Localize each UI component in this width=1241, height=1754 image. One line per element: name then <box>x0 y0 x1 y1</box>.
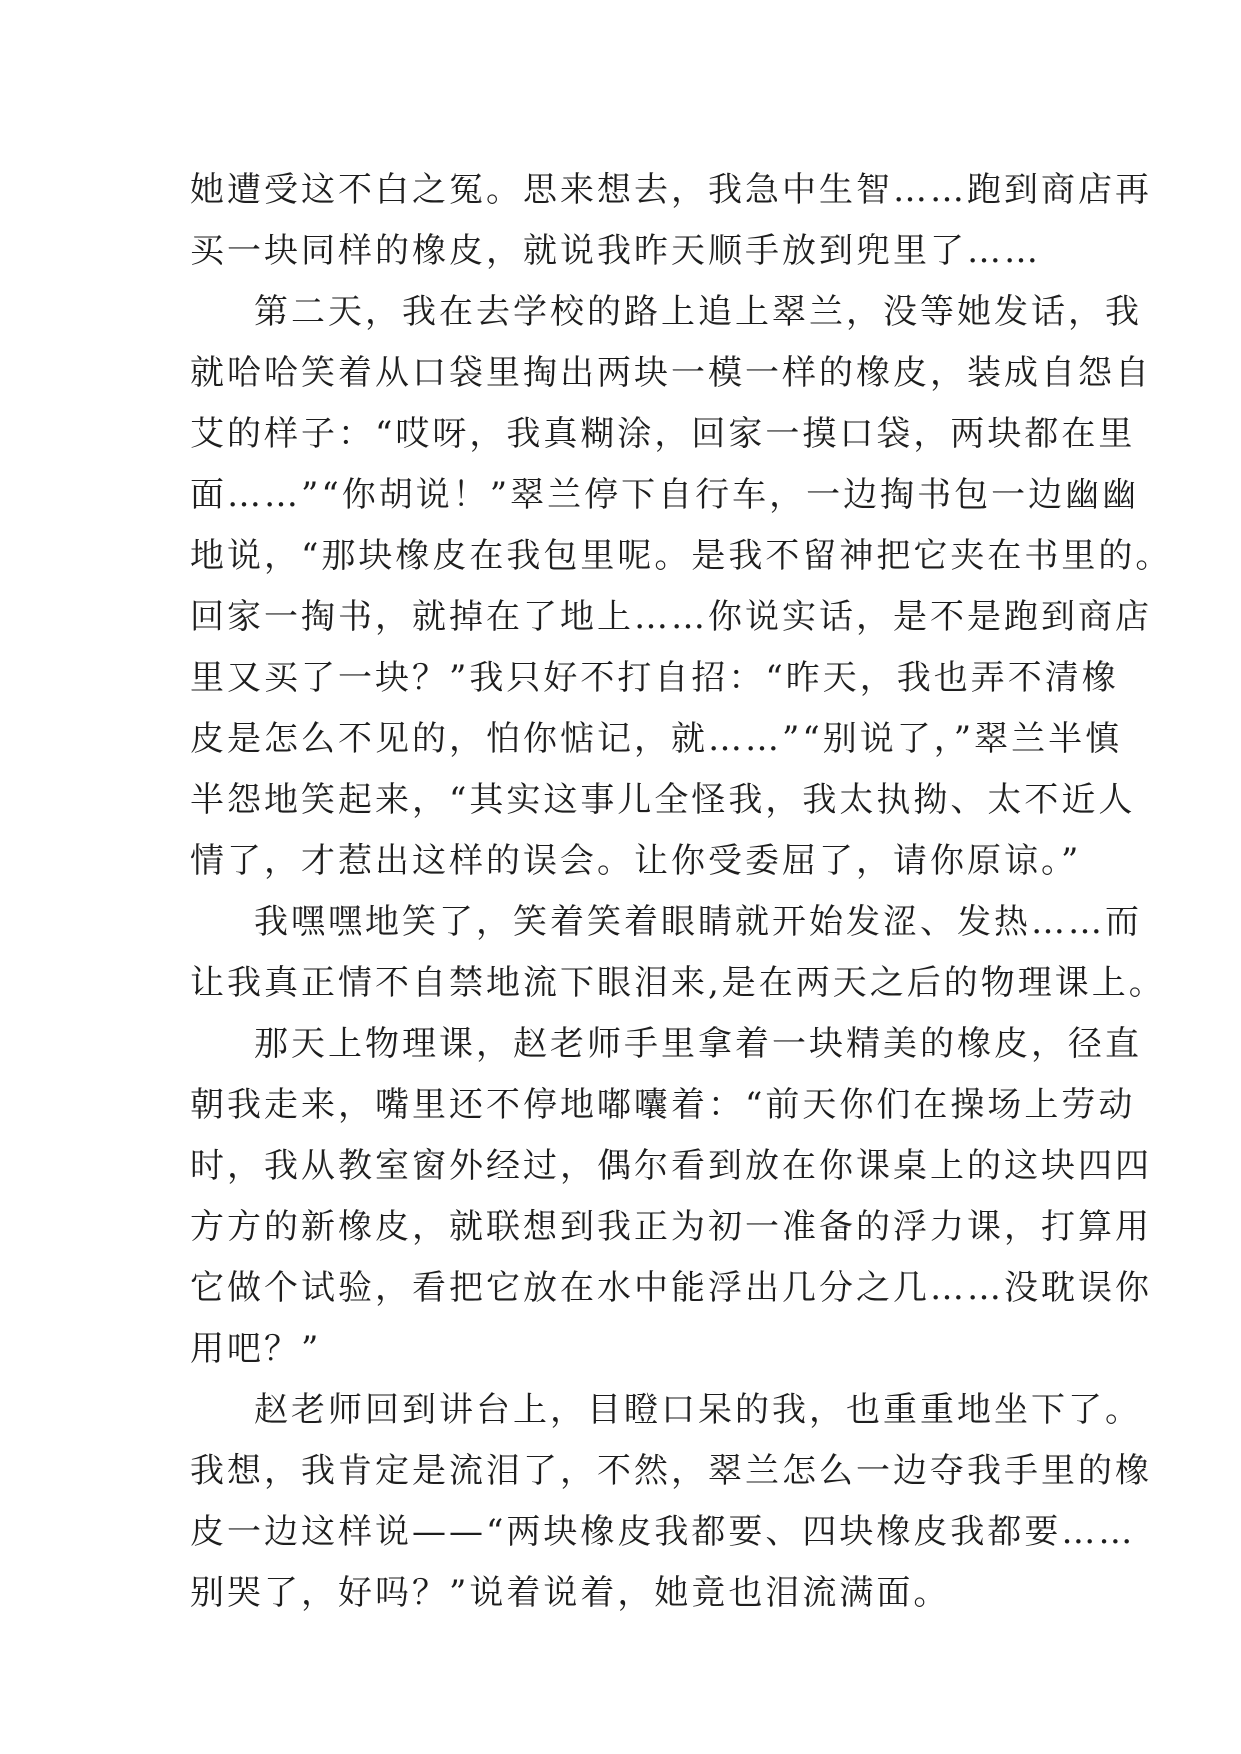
text-line: 它做个试验，看把它放在水中能浮出几分之几……没耽误你 <box>190 1268 1152 1308</box>
paragraph-first-line: 那天上物理课，赵老师手里拿着一块精美的橡皮，径直 <box>254 1024 1142 1064</box>
text-line: 方方的新橡皮，就联想到我正为初一准备的浮力课，打算用 <box>190 1207 1152 1247</box>
text-line: 用吧？” <box>190 1329 322 1369</box>
text-line: 地说，“那块橡皮在我包里呢。是我不留神把它夹在书里的。 <box>190 536 1173 576</box>
text-line: 回家一掏书，就掉在了地上……你说实话，是不是跑到商店 <box>190 597 1152 637</box>
paragraph-first-line: 我嘿嘿地笑了，笑着笑着眼睛就开始发涩、发热……而 <box>254 902 1142 942</box>
body-text <box>190 160 1173 1624</box>
text-line: 皮是怎么不见的，怕你惦记，就……”“别说了，”翠兰半慎 <box>190 719 1123 759</box>
paragraph-first-line: 第二天，我在去学校的路上追上翠兰，没等她发话，我 <box>254 292 1142 332</box>
paragraph-first-line: 赵老师回到讲台上，目瞪口呆的我，也重重地坐下了。 <box>254 1390 1142 1430</box>
text-line: 买一块同样的橡皮，就说我昨天顺手放到兜里了…… <box>190 231 1041 271</box>
text-line: 别哭了，好吗？”说着说着，她竟也泪流满面。 <box>190 1573 951 1613</box>
text-line: 半怨地笑起来，“其实这事儿全怪我，我太执拗、太不近人 <box>190 780 1136 820</box>
text-line: 让我真正情不自禁地流下眼泪来,是在两天之后的物理课上。 <box>190 963 1166 1003</box>
text-line: 我想，我肯定是流泪了，不然，翠兰怎么一边夺我手里的橡 <box>190 1451 1152 1491</box>
text-line: 她遭受这不白之冤。思来想去，我急中生智……跑到商店再 <box>190 170 1152 210</box>
text-line: 皮一边这样说——“两块橡皮我都要、四块橡皮我都要…… <box>190 1512 1136 1552</box>
text-line: 里又买了一块？”我只好不打自招：“昨天，我也弄不清橡 <box>190 658 1119 698</box>
text-line: 朝我走来，嘴里还不停地嘟囔着：“前天你们在操场上劳动 <box>190 1085 1136 1125</box>
text-line: 情了，才惹出这样的误会。让你受委屈了，请你原谅。” <box>190 841 1082 881</box>
text-line: 时，我从教室窗外经过，偶尔看到放在你课桌上的这块四四 <box>190 1146 1152 1186</box>
text-line: 艾的样子：“哎呀，我真糊涂，回家一摸口袋，两块都在里 <box>190 414 1136 454</box>
text-line: 面……”“你胡说！”翠兰停下自行车，一边掏书包一边幽幽 <box>190 475 1140 515</box>
text-line: 就哈哈笑着从口袋里掏出两块一模一样的橡皮，装成自怨自 <box>190 353 1152 393</box>
